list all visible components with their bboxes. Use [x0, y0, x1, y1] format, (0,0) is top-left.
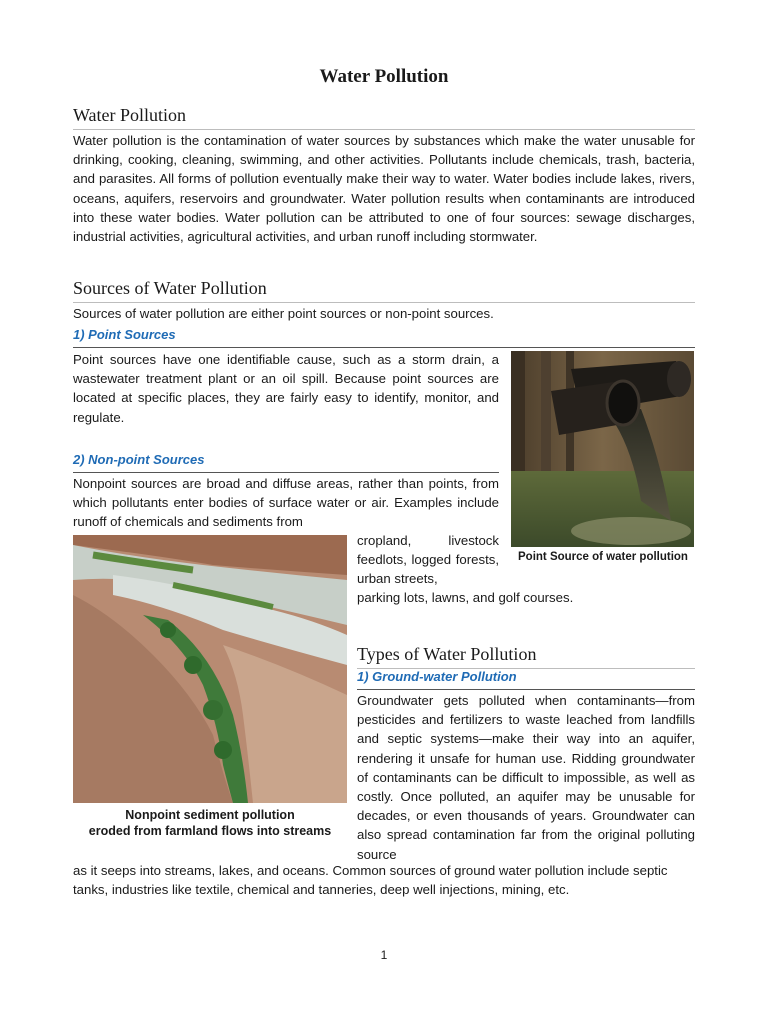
paragraph-point-sources: Point sources have one identifiable cause, such as a storm drain, a wastewater treatment plant or an oil spill. Because point sources are located at specific places, they are fairly easy to identify, monitor, and regulate. — [73, 352, 499, 425]
paragraph-water-pollution: Water pollution is the contamination of water sources by substances which make the water unusable for drinking, cooking, cleaning, swimming, and other activities. Pollutants include chemicals, trash, bacteria, and parasites. All forms of pollution eventually make their way to water. Water bodies include lakes, rivers, oceans, aquifers, reservoirs and groundwater. Water pollution results when contaminants are introduced into these water bodies. Water pollution can be attributed to one of four sources: sewage discharges, industrial activities, agricultural activities, and urban runoff including stormwater. — [73, 133, 695, 245]
nonpoint-caption-line2: eroded from farmland flows into streams — [88, 824, 332, 838]
nonpoint-source-caption — [73, 807, 347, 839]
section-heading-types: Types of Water Pollution — [357, 643, 695, 669]
nonpoint-caption-line1: Nonpoint sediment pollution — [125, 808, 295, 822]
subheading-nonpoint-sources: 2) Non-point Sources — [73, 452, 499, 473]
paragraph-sources-intro: Sources of water pollution are either point sources or non-point sources. — [73, 306, 494, 321]
section-heading-water-pollution: Water Pollution — [73, 104, 695, 130]
paragraph-groundwater-part2: as it seeps into streams, lakes, and oceans. Common sources of ground water pollution include septic tanks, industries like textile, chemical and tanneries, deep well injections, mining, etc. — [73, 863, 668, 898]
document-title: Water Pollution — [319, 66, 449, 87]
paragraph-groundwater-part1: Groundwater gets polluted when contaminants—from pesticides and fertilizers to waste leached from landfills and septic systems—make their way into an aquifer, rendering it unsafe for human use. Ridding groundwater of contaminants can be difficult to impossible, as well as costly. Once polluted, an aquifer may be unusable for decades, or even thousands of years. Groundwater can also spread contamination far from the original polluting source — [357, 693, 695, 862]
farmland-illustration — [73, 535, 347, 803]
paragraph-nonpoint-part3: parking lots, lawns, and golf courses. — [357, 590, 574, 605]
point-source-photo — [511, 351, 694, 547]
subheading-point-sources: 1) Point Sources — [73, 327, 695, 348]
section-heading-sources: Sources of Water Pollution — [73, 277, 695, 303]
point-source-caption: Point Source of water pollution — [518, 551, 688, 563]
page-number: 1 — [380, 948, 388, 962]
paragraph-nonpoint-part1: Nonpoint sources are broad and diffuse areas, rather than points, from which pollutants enter bodies of surface water or air. Examples include runoff of chemicals and sediments from — [73, 476, 499, 530]
subheading-groundwater: 1) Ground-water Pollution — [357, 669, 695, 690]
paragraph-nonpoint-part2: cropland, livestock feedlots, logged forests, urban streets, — [357, 533, 499, 587]
pipes-illustration — [511, 351, 694, 547]
nonpoint-source-photo — [73, 535, 347, 803]
